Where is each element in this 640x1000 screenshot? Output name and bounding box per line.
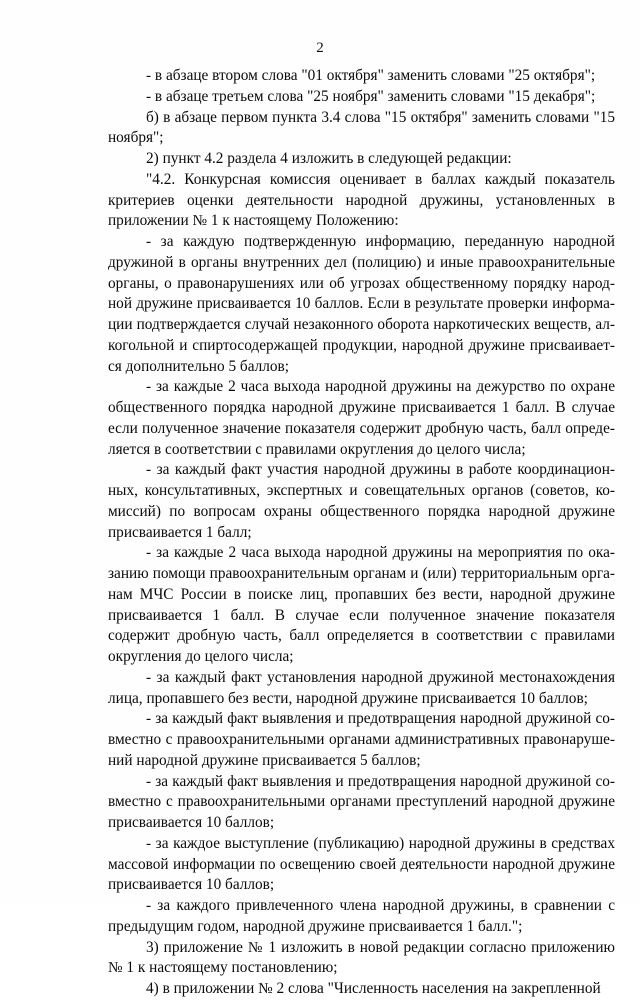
paragraph-16: 4) в приложении № 2 слова "Численность населения на закрепленной	[146, 980, 601, 997]
paragraph-7: - за каждые 2 часа выхода народной дружины на дежурство по охране общественного порядка народной дружине присваивается 1 балл. В случае если полученное значение показателя содержит дробную часть, балл определяется в соответствии с правилами округления до целого числа;	[108, 378, 615, 458]
paragraph-8: - за каждый факт участия народной дружины в работе координационных, консультативных, экспертных и совещательных органов (советов, комиссий) по вопросам охраны общественного порядка народной дружине присваивается 1 балл;	[108, 461, 615, 541]
paragraph-4: 2) пункт 4.2 раздела 4 изложить в следующей редакции:	[146, 150, 512, 167]
paragraph-10: - за каждый факт установления народной дружиной местонахождения лица, пропавшего без вести, народной дружине присваивается 10 баллов;	[108, 668, 615, 707]
paragraph-2: - в абзаце третьем слова "25 ноября" заменить словами "15 декабря";	[146, 87, 596, 105]
document-body	[108, 66, 615, 1000]
page-number: 2	[316, 40, 324, 56]
paragraph-1: - в абзаце втором слова "01 октября" заменить словами "25 октября";	[146, 67, 596, 84]
paragraph-15: 3) приложение № 1 изложить в новой редакции согласно приложению № 1 к настоящему постановлению;	[108, 938, 615, 977]
paragraph-9: - за каждые 2 часа выхода народной дружины на мероприятия по оказанию помощи правоохранительным органам и (или) территориальным органам МЧС России в поиске лиц, пропавших без вести, народной дружине присваивается 1 балл. В случае если полученное значение показателя содержит дробную часть, балл определяется в соответствии с правилами округления до целого числа;	[108, 544, 615, 665]
paragraph-3: б) в абзаце первом пункта 3.4 слова "15 октября" заменить словами "15 ноября";	[108, 108, 615, 147]
paragraph-13: - за каждое выступление (публикацию) народной дружины в средствах массовой информации по освещению своей деятельности народной дружине присваивается 10 баллов;	[108, 834, 615, 894]
paragraph-6: - за каждую подтвержденную информацию, переданную народной дружиной в органы внутренних дел (полицию) и иные правоохранительные органы, о правонарушениях или об угрозах общественному порядку народной дружине присваивается 10 баллов. Если в результате проверки информации подтверждается случай незаконного оборота наркотических веществ, алкогольной и спиртосодержащей продукции, народной дружине присваивается дополнительно 5 баллов;	[108, 233, 615, 375]
paragraph-5: "4.2. Конкурсная комиссия оценивает в баллах каждый показатель критериев оценки деятельности народной дружины, установленных в приложении № 1 к настоящему Положению:	[108, 170, 615, 230]
paragraph-14: - за каждого привлеченного члена народной дружины, в сравнении с предыдущим годом, народной дружине присваивается 1 балл.";	[108, 897, 615, 935]
paragraph-12: - за каждый факт выявления и предотвращения народной дружиной совместно с правоохранительными органами преступлений народной дружине присваивается 10 баллов;	[108, 772, 615, 831]
paragraph-11: - за каждый факт выявления и предотвращения народной дружиной совместно с правоохранительными органами административных правонарушений народной дружине присваивается 5 баллов;	[108, 710, 615, 769]
